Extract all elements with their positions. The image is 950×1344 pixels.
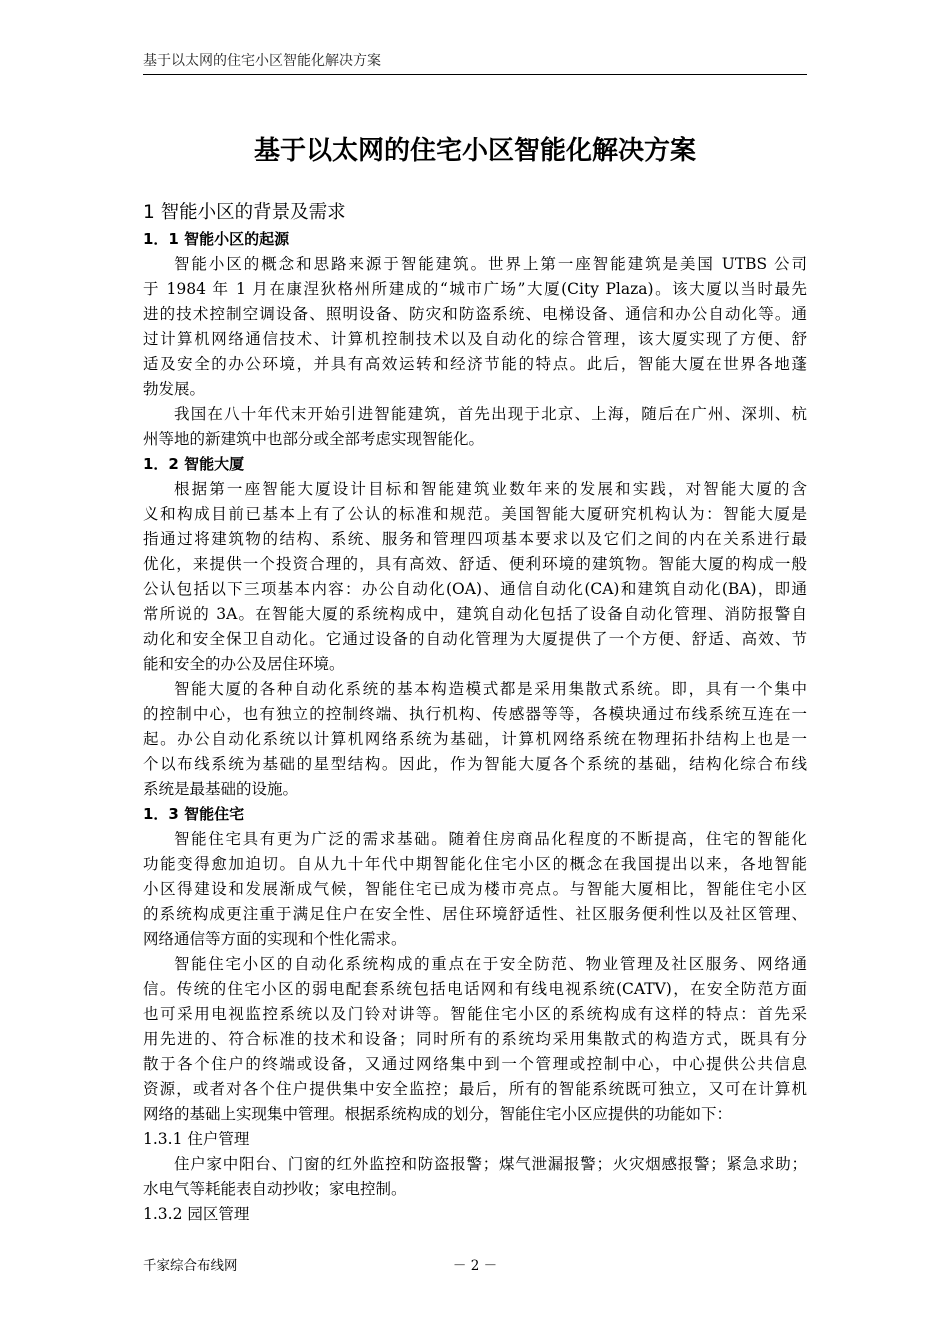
paragraph-line: 过计算机网络通信技术、计算机控制技术以及自动化的综合管理，该大厦实现了方便、舒 — [143, 330, 807, 348]
header-text: 基于以太网的住宅小区智能化解决方案 — [143, 53, 381, 69]
footer-source: 千家综合布线网 — [143, 1258, 238, 1274]
paragraph-line: 网络通信等方面的实现和个性化需求。 — [143, 930, 407, 948]
paragraph-line: 功能变得愈加迫切。自从九十年代中期智能化住宅小区的概念在我国提出以来，各地智能 — [143, 855, 807, 873]
paragraph-line: 智能小区的概念和思路来源于智能建筑。世界上第一座智能建筑是美国 UTBS 公司 — [174, 255, 807, 273]
paragraph-line: 动化和安全保卫自动化。它通过设备的自动化管理为大厦提供了一个方便、舒适、高效、节 — [143, 630, 807, 648]
paragraph-line: 小区得建设和发展渐成气候，智能住宅已成为楼市亮点。与智能大厦相比，智能住宅小区 — [143, 880, 807, 898]
paragraph-line: 的控制中心，也有独立的控制终端、执行机构、传感器等等，各模块通过布线系统互连在一 — [143, 705, 807, 723]
paragraph-line: 进的技术控制空调设备、照明设备、防灾和防盗系统、电梯设备、通信和办公自动化等。通 — [143, 305, 807, 323]
paragraph-line: 也可采用电视监控系统以及门铃对讲等。智能住宅小区的系统构成有这样的特点：首先采 — [143, 1005, 807, 1023]
subsection-heading: 1．3 智能住宅 — [143, 805, 245, 823]
paragraph-line: 散于各个住户的终端或设备，又通过网络集中到一个管理或控制中心，中心提供公共信息 — [143, 1055, 807, 1073]
paragraph-line: 根据第一座智能大厦设计目标和智能建筑业数年来的发展和实践，对智能大厦的含 — [174, 480, 807, 498]
page-number: － 2 － — [452, 1258, 498, 1274]
paragraph-line: 智能住宅具有更为广泛的需求基础。随着住房商品化程度的不断提高，住宅的智能化 — [174, 830, 807, 848]
page-header — [143, 50, 807, 75]
paragraph-line: 用先进的、符合标准的技术和设备；同时所有的系统均采用集散式的构造方式，既具有分 — [143, 1030, 807, 1048]
paragraph — [143, 952, 807, 1127]
paragraph-line: 州等地的新建筑中也部分或全部考虑实现智能化。 — [143, 430, 485, 448]
paragraph-line: 智能住宅小区的自动化系统构成的重点在于安全防范、物业管理及社区服务、网络通 — [174, 955, 807, 973]
subsubsection-heading: 1.3.1 住户管理 — [143, 1130, 250, 1148]
paragraph-line: 水电气等耗能表自动抄收；家电控制。 — [143, 1180, 407, 1198]
paragraph-line: 的系统构成更注重于满足住户在安全性、居住环境舒适性、社区服务便利性以及社区管理、 — [143, 905, 807, 923]
subsubsection-heading: 1.3.2 园区管理 — [143, 1205, 250, 1223]
paragraph-line: 住户家中阳台、门窗的红外监控和防盗报警；煤气泄漏报警；火灾烟感报警；紧急求助； — [174, 1155, 807, 1173]
paragraph-line: 起。办公自动化系统以计算机网络系统为基础，计算机网络系统在物理拓扑结构上也是一 — [143, 730, 807, 748]
paragraph — [143, 677, 807, 802]
paragraph — [143, 477, 807, 677]
document-body — [143, 199, 807, 1227]
paragraph — [143, 402, 807, 452]
paragraph-line: 系统是最基础的设施。 — [143, 780, 299, 798]
paragraph-line: 个以布线系统为基础的星型结构。因此，作为智能大厦各个系统的基础，结构化综合布线 — [143, 755, 807, 773]
paragraph — [143, 1152, 807, 1202]
paragraph-line: 适及安全的办公环境，并具有高效运转和经济节能的特点。此后，智能大厦在世界各地蓬 — [143, 355, 807, 373]
paragraph-line: 义和构成目前已基本上有了公认的标准和规范。美国智能大厦研究机构认为：智能大厦是 — [143, 505, 807, 523]
section-heading: 1 智能小区的背景及需求 — [143, 202, 346, 223]
paragraph-line: 常所说的 3A。在智能大厦的系统构成中，建筑自动化包括了设备自动化管理、消防报警自 — [143, 605, 807, 623]
paragraph-line: 优化，来提供一个投资合理的，具有高效、舒适、便利环境的建筑物。智能大厦的构成一般 — [143, 555, 807, 573]
paragraph-line: 智能大厦的各种自动化系统的基本构造模式都是采用集散式系统。即，具有一个集中 — [174, 680, 807, 698]
paragraph-line: 公认包括以下三项基本内容：办公自动化(OA)、通信自动化(CA)和建筑自动化(BA)，即通 — [143, 580, 807, 598]
document-title: 基于以太网的住宅小区智能化解决方案 — [253, 136, 696, 166]
paragraph — [143, 252, 807, 402]
paragraph-line: 资源，或者对各个住户提供集中安全监控；最后，所有的智能系统既可独立，又可在计算机 — [143, 1080, 807, 1098]
subsection-heading: 1．2 智能大厦 — [143, 455, 245, 473]
paragraph-line: 我国在八十年代末开始引进智能建筑，首先出现于北京、上海，随后在广州、深圳、杭 — [174, 405, 807, 423]
paragraph-line: 信。传统的住宅小区的弱电配套系统包括电话网和有线电视系统(CATV)，在安全防范方面 — [143, 980, 807, 998]
paragraph-line: 于 1984 年 1 月在康涅狄格州所建成的“城市广场”大厦(City Plaza)。该大厦以当时最先 — [143, 280, 807, 298]
subsection-heading: 1．1 智能小区的起源 — [143, 230, 290, 248]
paragraph-line: 勃发展。 — [143, 380, 206, 398]
paragraph-line: 网络的基础上实现集中管理。根据系统构成的划分，智能住宅小区应提供的功能如下： — [143, 1105, 733, 1123]
paragraph-line: 指通过将建筑物的结构、系统、服务和管理四项基本要求以及它们之间的内在关系进行最 — [143, 530, 807, 548]
paragraph — [143, 827, 807, 952]
paragraph-line: 能和安全的办公及居住环境。 — [143, 655, 345, 673]
